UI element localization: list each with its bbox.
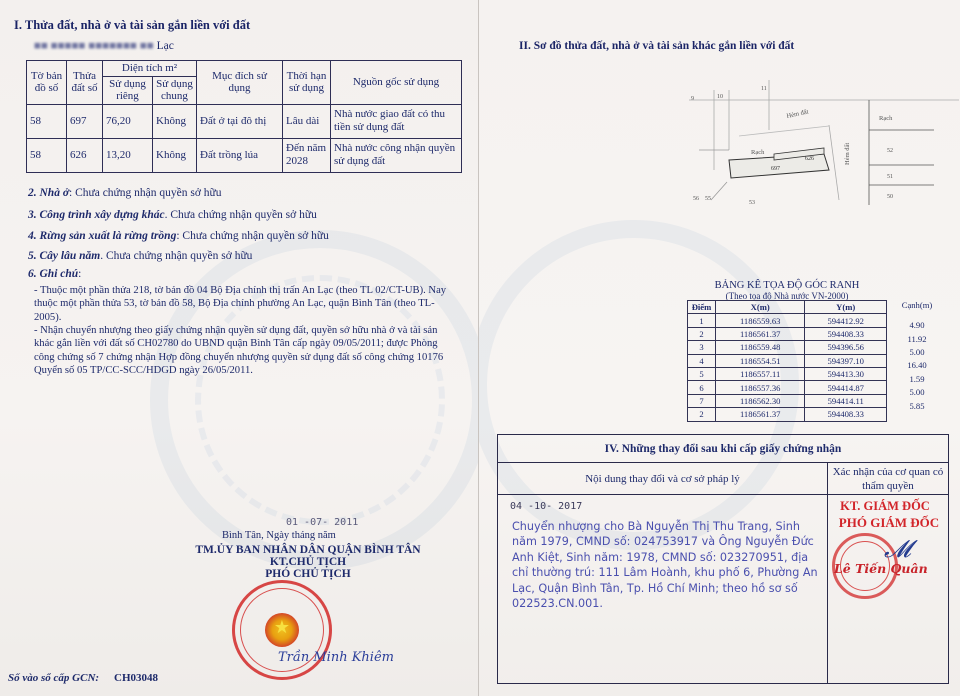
coord-y: 594414.11	[805, 394, 887, 407]
coord-title-sub: (Theo tọa độ Nhà nước VN-2000)	[725, 291, 849, 301]
address-suffix: Lạc	[156, 40, 174, 52]
signer-title: PHÓ CHỦ TỊCH	[265, 568, 351, 580]
plan-label-50: 50	[887, 194, 893, 200]
land-table	[26, 60, 462, 173]
coord-y: 594397.10	[805, 354, 887, 367]
cell-thua: 626	[67, 138, 103, 172]
coord-table-title	[687, 280, 887, 302]
coord-y: 594408.33	[805, 408, 887, 421]
coord-x: 1186561.37	[716, 327, 805, 340]
signer-org: TM.ỦY BAN NHÂN DÂN QUẬN BÌNH TÂN	[195, 544, 421, 556]
coord-p: 5	[688, 367, 716, 380]
change-text: Chuyển nhượng cho Bà Nguyễn Thị Thu Trang, Sinh năm 1979, CMND số: 024753917 và Ông Nguyễn Đức Anh Kiệt, Sinh năm: 1978, CMND số: 023270951, địa chỉ thường trú: 111 Lâm Hoành, khu phố 6, Phường An Lạc, Quận Bình Tân, Tp. Hồ Chí Minh; theo hồ sơ số 022523.CN.001.	[512, 520, 818, 611]
table-row	[27, 138, 462, 172]
cell-rieng: 76,20	[103, 104, 153, 138]
plan-label-56: 56	[693, 196, 699, 202]
th-to-ban-do: Tờ bản đồ số	[27, 61, 67, 105]
coord-y: 594396.56	[805, 341, 887, 354]
plan-label-55: 55	[705, 196, 711, 202]
changes-content-cell	[498, 495, 828, 683]
edge-length: 1.59	[909, 374, 925, 384]
item-ghi-chu: 6. Ghi chú:	[28, 268, 82, 280]
plan-label-52: 52	[887, 148, 893, 154]
address-line	[34, 40, 174, 52]
signer-kt: KT.CHỦ TỊCH	[269, 556, 347, 568]
th-muc-dich: Mục đích sử dụng	[197, 61, 283, 105]
edge-length: 5.85	[909, 401, 925, 411]
red-seal	[232, 580, 332, 680]
cell-nguon-goc: Nhà nước giao đất có thu tiền sử dụng đất	[331, 104, 462, 138]
place-date-line: Bình Tân, Ngày tháng năm	[222, 530, 336, 541]
coord-p: 1	[688, 314, 716, 327]
changes-header-row	[498, 463, 948, 495]
register-label: Số vào sổ cấp GCN:	[8, 672, 100, 684]
signer-block	[168, 544, 448, 580]
address-redacted: ■■ ■■■■■ ■■■■■■■ ■■	[34, 40, 154, 52]
plan-label-10: 10	[717, 94, 723, 100]
cell-muc-dich: Đất ở tại đô thị	[197, 104, 283, 138]
edge-length: 5.00	[909, 347, 925, 357]
coord-p: 2	[688, 327, 716, 340]
signer-name: Trần Minh Khiêm	[278, 650, 394, 665]
plan-label-53: 53	[749, 200, 755, 206]
cell-thoi-han: Lâu dài	[283, 104, 331, 138]
coord-y: 594412.92	[805, 314, 887, 327]
table-row	[688, 341, 887, 354]
cell-rieng: 13,20	[103, 138, 153, 172]
changes-body-row	[498, 495, 948, 683]
edge-length: 11.92	[907, 334, 927, 344]
plan-rach-mid: Rạch	[751, 149, 765, 156]
plan-626: 626	[805, 156, 814, 162]
coord-table	[687, 300, 887, 422]
change-date-stamp: 04 -10- 2017	[510, 501, 583, 512]
register-value: CH03048	[114, 672, 158, 684]
national-emblem-icon	[265, 613, 299, 647]
table-row	[27, 104, 462, 138]
table-row	[688, 381, 887, 394]
coord-th-y: Y(m)	[805, 301, 887, 314]
coord-y: 594414.87	[805, 381, 887, 394]
th-chung: Sử dụng chung	[153, 76, 197, 104]
edge-length: 4.90	[909, 320, 925, 330]
coord-title-main: BẢNG KÊ TỌA ĐỘ GÓC RANH	[714, 280, 860, 291]
right-page	[478, 0, 960, 696]
coord-p: 6	[688, 381, 716, 394]
table-row	[688, 354, 887, 367]
cell-to: 58	[27, 104, 67, 138]
approve-kt: KT. GIÁM ĐỐC	[840, 499, 930, 513]
approve-name: Lê Tiến Quân	[834, 561, 928, 576]
th-thua-dat: Thửa đất số	[67, 61, 103, 105]
land-plan-diagram	[679, 70, 959, 210]
approve-title: PHÓ GIÁM ĐỐC	[838, 515, 940, 530]
changes-table	[497, 434, 949, 684]
plan-label-11: 11	[761, 86, 767, 92]
cell-thua: 697	[67, 104, 103, 138]
plan-hem-top: Hẻm đất	[785, 108, 810, 120]
coord-p: 3	[688, 341, 716, 354]
coord-x: 1186562.30	[716, 394, 805, 407]
cell-thoi-han: Đến năm 2028	[283, 138, 331, 172]
coord-x: 1186559.63	[716, 314, 805, 327]
coord-p: 2	[688, 408, 716, 421]
th-nguon-goc: Nguồn gốc sử dụng	[331, 61, 462, 105]
table-row	[688, 394, 887, 407]
changes-approval-cell	[828, 495, 948, 683]
edge-length: 5.00	[909, 387, 925, 397]
coord-th-edge: Cạnh(m)	[901, 300, 933, 310]
changes-col1: Nội dung thay đổi và cơ sở pháp lý	[498, 463, 828, 494]
note-2: - Nhận chuyển nhượng theo giấy chứng nhận quyền sử dụng đất, quyền sở hữu nhà ở và tài sản khác gắn liền với đất số CH02780 do UBND quận Bình Tân cấp ngày 09/05/2011; được Phòng công chứng số 7 chứng nhận Hợp đồng chuyển nhượng quyền sử dụng đất số công chứng 10176 Quyển số 05 TP/CC-SCC/HDGD ngày 26/05/2011.	[34, 325, 444, 376]
item-cong-trinh: 3. Công trình xây dựng khác. Chưa chứng nhận quyền sở hữu	[28, 209, 317, 221]
coord-th-point: Điểm	[688, 301, 716, 314]
coord-x: 1186559.48	[716, 341, 805, 354]
th-rieng: Sử dụng riêng	[103, 76, 153, 104]
cell-muc-dich: Đất trồng lúa	[197, 138, 283, 172]
changes-col2: Xác nhận của cơ quan có thẩm quyền	[832, 466, 944, 492]
th-dien-tich: Diện tích m²	[103, 61, 197, 77]
section1-title: I. Thửa đất, nhà ở và tài sản gắn liền với đất	[14, 18, 251, 32]
changes-title: IV. Những thay đổi sau khi cấp giấy chứng nhận	[498, 435, 948, 463]
coord-p: 7	[688, 394, 716, 407]
approval-signature-icon: 𝓜	[884, 535, 911, 563]
coord-p: 4	[688, 354, 716, 367]
section2-title: II. Sơ đồ thửa đất, nhà ở và tài sản khác gắn liền với đất	[519, 40, 795, 52]
edge-length: 16.40	[907, 360, 927, 370]
item-nha-o: 2. Nhà ở: Chưa chứng nhận quyền sở hữu	[28, 187, 222, 199]
table-row	[688, 327, 887, 340]
table-row	[688, 314, 887, 327]
item-rung: 4. Rừng sản xuất là rừng trồng: Chưa chứng nhận quyền sở hữu	[28, 230, 329, 242]
plan-rach-top: Rạch	[879, 115, 893, 122]
table-row	[688, 367, 887, 380]
plan-697: 697	[771, 166, 780, 172]
table-row	[688, 408, 887, 421]
coord-y: 594413.30	[805, 367, 887, 380]
coord-x: 1186561.37	[716, 408, 805, 421]
coord-x: 1186557.11	[716, 367, 805, 380]
cell-nguon-goc: Nhà nước công nhận quyền sử dụng đất	[331, 138, 462, 172]
plan-label-9: 9	[691, 96, 694, 102]
cell-chung: Không	[153, 104, 197, 138]
plan-hem-side: Hẻm đất	[844, 142, 851, 165]
left-page	[0, 0, 478, 696]
cell-to: 58	[27, 138, 67, 172]
coord-y: 594408.33	[805, 327, 887, 340]
item-cay-lau-nam: 5. Cây lâu năm. Chưa chứng nhận quyền sở hữu	[28, 250, 253, 262]
th-thoi-han: Thời hạn sử dụng	[283, 61, 331, 105]
coord-x: 1186557.36	[716, 381, 805, 394]
issue-date-stamp: 01 -07- 2011	[286, 517, 359, 528]
coord-x: 1186554.51	[716, 354, 805, 367]
cell-chung: Không	[153, 138, 197, 172]
coord-th-x: X(m)	[716, 301, 805, 314]
note-1: - Thuộc một phần thửa 218, tờ bản đồ 04 Bộ Địa chính thị trấn An Lạc (theo TL 02/CT-UB). Nay thuộc một phần thửa 53, tờ bản đồ 58, Bộ Địa chính phường An Lạc, quận Bình Tân (theo TL-2005).	[34, 285, 447, 323]
plan-label-51: 51	[887, 174, 893, 180]
